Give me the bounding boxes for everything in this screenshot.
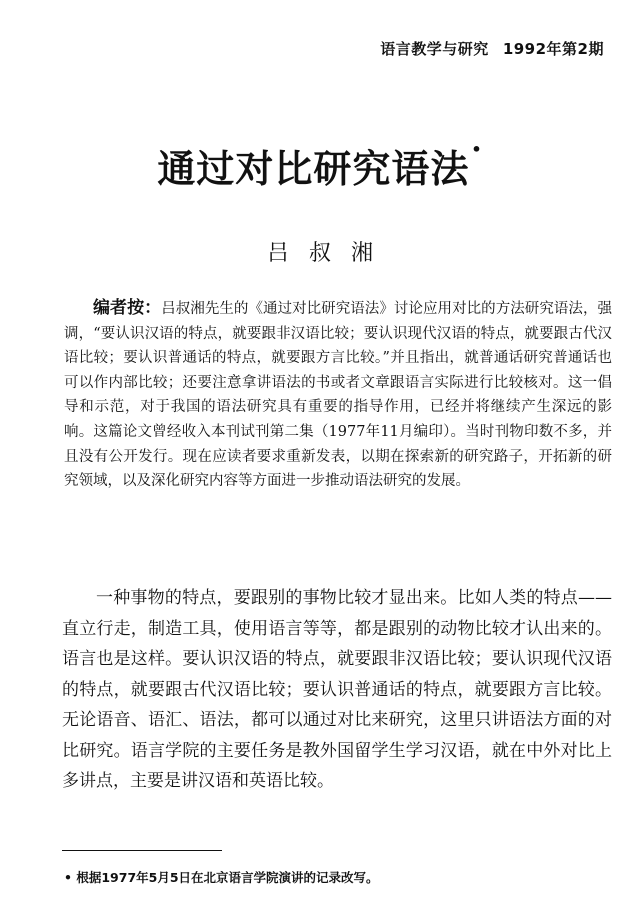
journal-name: 语言教学与研究 bbox=[380, 40, 489, 58]
editor-note bbox=[64, 296, 612, 494]
running-header bbox=[380, 38, 604, 59]
footnote-marker-title: • bbox=[471, 140, 483, 159]
editor-note-text: 吕叔湘先生的《通过对比研究语法》讨论应用对比的方法研究语法，强调，“要认识汉语的特点，就要跟非汉语比较；要认识现代汉语的特点，就要跟古代汉语比较；要认识普通话的特点，就要跟方言比较。”并且指出，就普通话研究普通话也可以作内部比较；还要注意拿讲语法的书或者文章跟语言实际进行比较核对。这一倡导和示范，对于我国的语法研究具有重要的指导作用，已经并将继续产生深远的影响。这篇论文曾经收入本刊试刊第二集（1977年11月编印）。当时刊物印数不多，并且没有公开发行。现在应读者要求重新发表，以期在探索新的研究路子，开拓新的研究领域，以及深化研究内容等方面进一步推动语法研究的发展。 bbox=[64, 301, 613, 490]
issue-number: 1992年第2期 bbox=[502, 40, 604, 58]
footnote bbox=[64, 868, 379, 886]
body-paragraph: 一种事物的特点，要跟别的事物比较才显出来。比如人类的特点——直立行走，制造工具，使用语言等等，都是跟别的动物比较才认出来的。语言也是这样。要认识汉语的特点，就要跟非汉语比较；要认识现代汉语的特点，就要跟古代汉语比较；要认识普通话的特点，就要跟方言比较。无论语音、语汇、语法，都可以通过对比来研究，这里只讲语法方面的对比研究。语言学院的主要任务是教外国留学生学习汉语，就在中外对比上多讲点，主要是讲汉语和英语比较。 bbox=[62, 588, 612, 791]
footnote-text: 根据1977年5月5日在北京语言学院演讲的记录改写。 bbox=[76, 870, 379, 885]
footnote-divider bbox=[62, 850, 222, 851]
article-title-text: 通过对比研究语法 bbox=[157, 147, 470, 191]
author-name: 吕叔湘 bbox=[266, 241, 393, 266]
footnote-marker: • bbox=[64, 870, 72, 885]
article-title bbox=[0, 138, 640, 193]
editor-note-lead: 编者按： bbox=[93, 298, 162, 318]
